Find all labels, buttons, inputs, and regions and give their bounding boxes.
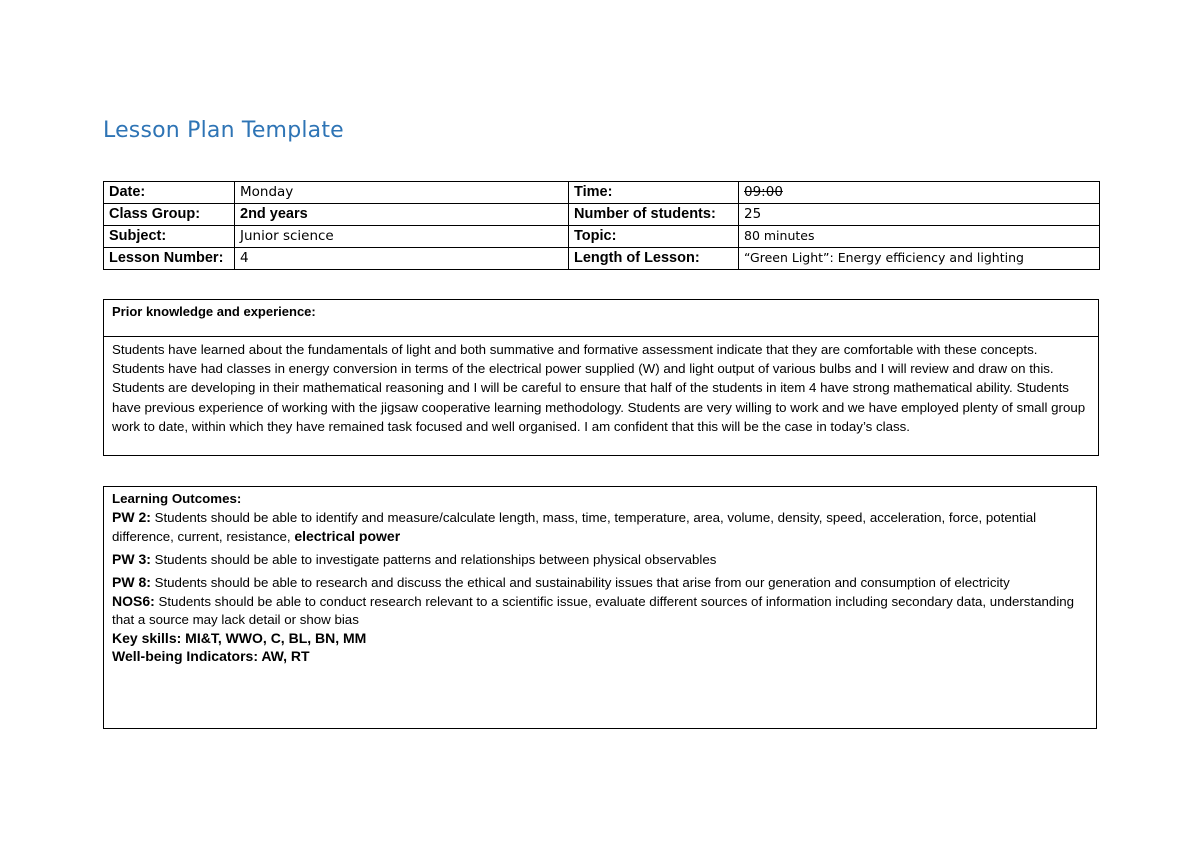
time-value-text: 09:00 [744,184,783,200]
outcome-nos6-label: NOS6: [112,593,155,609]
length-value[interactable]: “Green Light”: Energy efficiency and lighting [739,248,1100,270]
lesson-info-table [103,181,1100,270]
class-group-label: Class Group: [104,204,235,226]
outcome-pw2 [112,508,1088,546]
lesson-number-label: Lesson Number: [104,248,235,270]
class-group-value[interactable]: 2nd years [235,204,569,226]
outcome-pw2-bold-tail: electrical power [294,528,401,544]
time-label: Time: [569,182,739,204]
page-title: Lesson Plan Template [103,118,344,143]
table-row [104,204,1100,226]
key-skills: Key skills: MI&T, WWO, C, BL, BN, MM [112,630,367,646]
wellbeing-indicators: Well-being Indicators: AW, RT [112,648,310,664]
num-students-value[interactable]: 25 [739,204,1100,226]
outcome-pw3-label: PW 3: [112,551,151,567]
date-label: Date: [104,182,235,204]
length-label: Length of Lesson: [569,248,739,270]
topic-value[interactable]: 80 minutes [739,226,1100,248]
prior-knowledge-box [103,299,1099,456]
time-value[interactable] [739,182,1100,204]
outcome-pw8-label: PW 8: [112,574,151,590]
outcome-pw3-text: Students should be able to investigate patterns and relationships between physical observables [150,552,717,567]
date-value[interactable]: Monday [235,182,569,204]
outcome-nos6 [112,592,1088,629]
outcome-pw8-text: Students should be able to research and discuss the ethical and sustainability issues that arise from our generation and consumption of electricity [150,575,1010,590]
outcome-pw2-label: PW 2: [112,509,151,525]
prior-knowledge-text[interactable]: Students have learned about the fundamentals of light and both summative and formative assessment indicate that they are comfortable with these concepts. Students have had classes in energy conversion in terms of the electrical power supplied (W) and light output of various bulbs and I will review and draw on this. Students are developing in their mathematical reasoning and I will be careful to ensure that half of the students in item 4 have strong mathematical ability. Students have previous experience of working with the jigsaw cooperative learning methodology. Students are very willing to work and we have employed plenty of small group work to date, within which they have remained task focused and well organised. I am confident that this will be the case in today’s class. [112,342,1086,434]
lesson-number-value[interactable]: 4 [235,248,569,270]
num-students-label: Number of students: [569,204,739,226]
table-row [104,182,1100,204]
subject-value[interactable]: Junior science [235,226,569,248]
table-row [104,226,1100,248]
subject-label: Subject: [104,226,235,248]
outcome-pw8 [112,573,1088,592]
topic-label: Topic: [569,226,739,248]
learning-outcomes-box[interactable] [103,486,1097,729]
learning-outcomes-heading: Learning Outcomes: [112,491,242,506]
table-row [104,248,1100,270]
prior-knowledge-heading: Prior knowledge and experience: [104,300,1098,337]
outcome-pw2-text: Students should be able to identify and measure/calculate length, mass, time, temperature, area, volume, density, speed, acceleration, force, potential difference, current, resistance, [112,510,1037,544]
outcome-nos6-text: Students should be able to conduct research relevant to a scientific issue, evaluate different sources of information including secondary data, understanding that a source may lack detail or show bias [112,594,1075,627]
outcome-pw3 [112,550,1088,569]
